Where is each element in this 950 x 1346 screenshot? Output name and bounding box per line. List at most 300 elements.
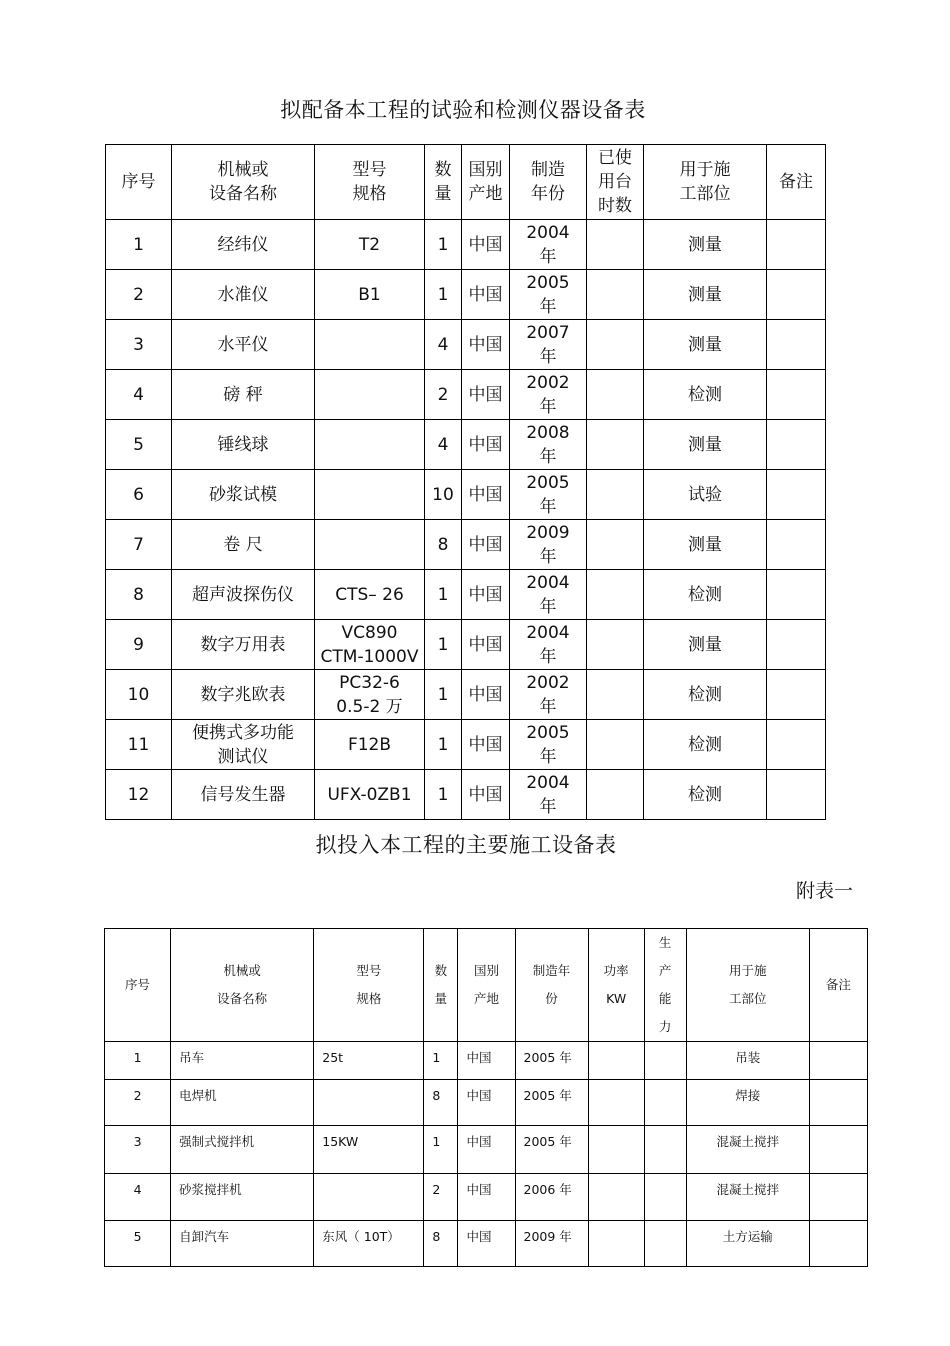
cell-text: 测量 [688, 284, 722, 305]
cell-text: 2005 [526, 472, 570, 493]
table-cell [510, 720, 587, 770]
table-row [105, 1042, 868, 1080]
table-cell: 强制式搅拌机 [171, 1126, 314, 1174]
cell-text: 8 [133, 584, 144, 605]
cell-text: 1 [437, 734, 449, 755]
table-row [106, 670, 826, 720]
table-header-row [106, 145, 826, 220]
header-text: 序号 [121, 172, 156, 192]
column-header [510, 145, 587, 220]
table-cell: 15KW [314, 1126, 424, 1174]
table-cell [587, 270, 644, 320]
cell-text: 中国 [468, 584, 503, 605]
cell-text: 3 [133, 334, 144, 355]
cell-text: 锤线球 [217, 434, 269, 455]
table-cell [510, 320, 587, 370]
table-cell [809, 1174, 867, 1221]
header-text: 年份 [531, 184, 565, 204]
table-cell [425, 270, 462, 320]
cell-text: VC890 [341, 622, 398, 643]
header-text: 型号 [352, 160, 387, 180]
table-row [106, 220, 826, 270]
cell-text: 测量 [688, 434, 722, 455]
header-text: 规格 [352, 184, 387, 204]
table-cell [644, 470, 767, 520]
cell-text: 年 [539, 396, 557, 417]
cell-text: 年 [539, 796, 557, 817]
header-text: 量 [434, 991, 448, 1006]
table-cell [588, 1174, 644, 1221]
header-text: 备注 [825, 977, 851, 992]
cell-text: 10 [127, 684, 150, 705]
cell-text: 砂浆试模 [209, 484, 277, 505]
cell-text: 2 [437, 384, 449, 405]
table-cell [425, 520, 462, 570]
column-header [315, 145, 425, 220]
table-cell: 土方运输 [686, 1221, 809, 1267]
table-cell [106, 770, 172, 820]
table-cell: 1 [424, 1042, 458, 1080]
cell-text: 经纬仪 [217, 234, 269, 255]
table-cell [462, 270, 510, 320]
cell-text: 年 [539, 296, 557, 317]
table-cell [588, 1126, 644, 1174]
table-cell [510, 620, 587, 670]
cell-text: CTM-1000V [320, 646, 419, 667]
table-cell [767, 770, 826, 820]
construction-equipment-table [104, 928, 868, 1267]
table-cell: 1 [105, 1042, 171, 1080]
table-cell [587, 620, 644, 670]
cell-text: 中国 [468, 634, 503, 655]
table-cell: 25t [314, 1042, 424, 1080]
table-cell [587, 720, 644, 770]
cell-text: 2002 [526, 672, 570, 693]
table-row [106, 420, 826, 470]
cell-text: 0.5-2 万 [336, 696, 403, 717]
table-cell: 2 [105, 1080, 171, 1126]
title-test-equipment-table: 拟配备本工程的试验和检测仪器设备表 [280, 98, 646, 122]
cell-text: 便携式多功能 [192, 722, 294, 743]
header-text: 已使 [598, 148, 632, 168]
table-cell [106, 220, 172, 270]
table-cell [172, 670, 315, 720]
table-row [106, 620, 826, 670]
table-cell [315, 420, 425, 470]
table-cell [767, 670, 826, 720]
cell-text: 水平仪 [217, 334, 269, 355]
cell-text: 1 [437, 634, 449, 655]
cell-text: CTS– 26 [335, 584, 404, 605]
table-cell [315, 770, 425, 820]
cell-text: 中国 [468, 434, 503, 455]
table-cell: 2009 年 [515, 1221, 588, 1267]
cell-text: 9 [133, 634, 144, 655]
table-cell: 东风（ 10T） [314, 1221, 424, 1267]
table-cell [315, 370, 425, 420]
table-cell [510, 420, 587, 470]
table-cell [106, 470, 172, 520]
table-cell [425, 470, 462, 520]
table-cell: 3 [105, 1126, 171, 1174]
table-cell [106, 670, 172, 720]
table-cell [172, 770, 315, 820]
header-text: 型号 [356, 963, 382, 978]
header-text: 工部位 [729, 991, 767, 1006]
cell-text: 2008 [526, 422, 570, 443]
table-cell [510, 770, 587, 820]
header-text: 设备名称 [209, 184, 277, 204]
table-cell [587, 220, 644, 270]
table-cell [315, 720, 425, 770]
header-text: KW [606, 991, 627, 1006]
cell-text: 检测 [688, 684, 722, 705]
table-cell [106, 320, 172, 370]
table-cell: 8 [424, 1221, 458, 1267]
table-cell [644, 1126, 686, 1174]
table-cell [172, 420, 315, 470]
table-cell: 中国 [458, 1080, 515, 1126]
table-row [106, 570, 826, 620]
test-equipment-table [105, 144, 826, 820]
cell-text: 12 [127, 784, 150, 805]
table-cell [510, 670, 587, 720]
table-row [106, 370, 826, 420]
appendix-label: 附表一 [796, 880, 854, 902]
header-text: 力 [658, 1019, 672, 1034]
table-cell [106, 620, 172, 670]
column-header [588, 929, 644, 1042]
cell-text: 11 [127, 734, 150, 755]
column-header [105, 929, 171, 1042]
cell-text: 超声波探伤仪 [192, 584, 294, 605]
table-cell [106, 370, 172, 420]
table-cell: 2005 年 [515, 1042, 588, 1080]
cell-text: 检测 [688, 734, 722, 755]
header-text: 用于施 [679, 160, 731, 180]
table-cell [767, 370, 826, 420]
header-text: 制造年 [532, 963, 571, 978]
table-row [106, 770, 826, 820]
table-cell [314, 1174, 424, 1221]
table-cell [462, 470, 510, 520]
cell-text: 测量 [688, 234, 722, 255]
table-cell [462, 620, 510, 670]
table-cell: 吊车 [171, 1042, 314, 1080]
cell-text: 年 [539, 346, 557, 367]
cell-text: 年 [539, 746, 557, 767]
table-cell [644, 770, 767, 820]
table-cell [172, 320, 315, 370]
table-cell [315, 220, 425, 270]
cell-text: 卷 尺 [223, 534, 263, 555]
cell-text: 4 [437, 334, 449, 355]
header-text: 量 [434, 184, 452, 204]
cell-text: 磅 秤 [223, 384, 263, 405]
table-cell [425, 720, 462, 770]
table-cell: 5 [105, 1221, 171, 1267]
header-text: 生 [658, 935, 672, 950]
cell-text: 4 [133, 384, 144, 405]
cell-text: 2004 [526, 572, 570, 593]
cell-text: 检测 [688, 784, 722, 805]
table-cell [315, 670, 425, 720]
table-cell [767, 270, 826, 320]
column-header [425, 145, 462, 220]
table-cell [587, 420, 644, 470]
table-cell [587, 320, 644, 370]
table-cell [106, 570, 172, 620]
table-cell [588, 1042, 644, 1080]
cell-text: F12B [347, 734, 392, 755]
table-cell [767, 420, 826, 470]
cell-text: 测量 [688, 334, 722, 355]
header-text: 份 [545, 991, 558, 1006]
cell-text: 年 [539, 596, 557, 617]
cell-text: 中国 [468, 334, 503, 355]
header-text: 规格 [356, 991, 382, 1006]
table-cell [644, 1080, 686, 1126]
table-cell: 混凝土搅拌 [686, 1174, 809, 1221]
cell-text: 数字兆欧表 [200, 684, 286, 705]
cell-text: 2005 [526, 722, 570, 743]
table-cell [644, 720, 767, 770]
table-row [106, 520, 826, 570]
cell-text: UFX-0ZB1 [327, 784, 412, 805]
table-cell: 中国 [458, 1221, 515, 1267]
table-cell [644, 1042, 686, 1080]
cell-text: 2007 [526, 322, 570, 343]
table-cell: 4 [105, 1174, 171, 1221]
table-cell [644, 570, 767, 620]
cell-text: 1 [437, 684, 449, 705]
table-cell [644, 420, 767, 470]
table-row [106, 320, 826, 370]
header-text: 能 [658, 991, 672, 1006]
table-cell [644, 1221, 686, 1267]
table-cell [462, 520, 510, 570]
table-row [105, 1174, 868, 1221]
column-header [587, 145, 644, 220]
table-cell: 砂浆搅拌机 [171, 1174, 314, 1221]
column-header [462, 145, 510, 220]
table-cell [510, 520, 587, 570]
header-text: 产地 [468, 184, 503, 204]
table-cell: 中国 [458, 1126, 515, 1174]
table-cell [644, 520, 767, 570]
cell-text: 5 [133, 434, 144, 455]
cell-text: 年 [539, 446, 557, 467]
table-cell [315, 520, 425, 570]
cell-text: B1 [358, 284, 381, 305]
header-text: 国别 [473, 963, 499, 978]
cell-text: 测量 [688, 634, 722, 655]
table-cell [767, 320, 826, 370]
header-text: 序号 [125, 977, 151, 992]
cell-text: 信号发生器 [200, 784, 286, 805]
table-cell [587, 570, 644, 620]
cell-text: 10 [432, 484, 454, 505]
table-cell [809, 1042, 867, 1080]
table-cell [425, 770, 462, 820]
cell-text: 中国 [468, 484, 503, 505]
table-cell [644, 370, 767, 420]
table-cell [462, 220, 510, 270]
table-row [105, 1221, 868, 1267]
table-row [106, 470, 826, 520]
table-cell [644, 320, 767, 370]
cell-text: 测试仪 [217, 746, 269, 767]
table-row [106, 720, 826, 770]
table-cell [462, 370, 510, 420]
table-cell [767, 720, 826, 770]
title-construction-equipment-table: 拟投入本工程的主要施工设备表 [315, 833, 617, 857]
table-cell [315, 270, 425, 320]
table-cell [425, 320, 462, 370]
table-row [105, 1080, 868, 1126]
cell-text: 中国 [468, 684, 503, 705]
table-cell [587, 370, 644, 420]
header-text: 机械或 [217, 160, 269, 180]
header-text: 机械或 [223, 963, 261, 978]
table-cell [172, 720, 315, 770]
table-cell [314, 1080, 424, 1126]
table-cell: 中国 [458, 1042, 515, 1080]
header-text: 备注 [779, 172, 813, 192]
table-cell [462, 770, 510, 820]
table-cell [172, 220, 315, 270]
table-cell: 吊装 [686, 1042, 809, 1080]
column-header [515, 929, 588, 1042]
table-cell [172, 520, 315, 570]
cell-text: 年 [539, 246, 557, 267]
table-cell: 2005 年 [515, 1080, 588, 1126]
cell-text: 6 [133, 484, 144, 505]
table-cell [510, 470, 587, 520]
table-cell [809, 1221, 867, 1267]
table-cell [462, 570, 510, 620]
cell-text: 1 [437, 284, 449, 305]
header-text: 用于施 [729, 963, 767, 978]
header-text: 功率 [603, 963, 629, 978]
cell-text: 4 [437, 434, 449, 455]
table-cell [315, 570, 425, 620]
table-cell [644, 670, 767, 720]
header-text: 数 [434, 963, 448, 978]
header-text: 工部位 [679, 184, 731, 204]
table-cell [809, 1080, 867, 1126]
cell-text: T2 [358, 234, 381, 255]
cell-text: 2 [133, 284, 144, 305]
cell-text: 年 [539, 546, 557, 567]
table-cell [587, 470, 644, 520]
table-cell: 2006 年 [515, 1174, 588, 1221]
table-cell: 中国 [458, 1174, 515, 1221]
table-cell [106, 420, 172, 470]
table-cell [172, 370, 315, 420]
cell-text: 检测 [688, 584, 722, 605]
column-header [644, 929, 686, 1042]
table-cell [644, 220, 767, 270]
cell-text: 数字万用表 [200, 634, 286, 655]
cell-text: 2004 [526, 222, 570, 243]
table-cell [510, 370, 587, 420]
header-text: 时数 [598, 196, 632, 216]
column-header [424, 929, 458, 1042]
table-cell: 混凝土搅拌 [686, 1126, 809, 1174]
header-text: 用台 [598, 172, 632, 192]
table-cell [425, 670, 462, 720]
column-header [314, 929, 424, 1042]
cell-text: PC32-6 [339, 672, 400, 693]
table-cell: 2 [424, 1174, 458, 1221]
table-header-row [105, 929, 868, 1042]
column-header [458, 929, 515, 1042]
cell-text: 2005 [526, 272, 570, 293]
table-cell [425, 220, 462, 270]
table-cell [588, 1221, 644, 1267]
header-text: 产 [658, 963, 672, 978]
column-header [644, 145, 767, 220]
cell-text: 检测 [688, 384, 722, 405]
cell-text: 水准仪 [217, 284, 269, 305]
cell-text: 1 [437, 584, 449, 605]
table-cell: 焊接 [686, 1080, 809, 1126]
column-header [809, 929, 867, 1042]
cell-text: 测量 [688, 534, 722, 555]
table-cell: 自卸汽车 [171, 1221, 314, 1267]
table-cell [462, 420, 510, 470]
cell-text: 8 [437, 534, 449, 555]
table-cell [106, 720, 172, 770]
table-cell [767, 620, 826, 670]
cell-text: 1 [437, 234, 449, 255]
table-cell: 电焊机 [171, 1080, 314, 1126]
cell-text: 7 [133, 534, 144, 555]
column-header [767, 145, 826, 220]
cell-text: 1 [133, 234, 144, 255]
table-cell [106, 270, 172, 320]
table-cell: 1 [424, 1126, 458, 1174]
column-header [171, 929, 314, 1042]
table-cell [587, 520, 644, 570]
table-cell [510, 220, 587, 270]
cell-text: 中国 [468, 534, 503, 555]
table-cell [588, 1080, 644, 1126]
table-cell [315, 320, 425, 370]
column-header [106, 145, 172, 220]
cell-text: 试验 [688, 484, 722, 505]
cell-text: 中国 [468, 284, 503, 305]
cell-text: 年 [539, 696, 557, 717]
table-row [106, 270, 826, 320]
table-cell [767, 220, 826, 270]
table-cell [425, 620, 462, 670]
table-cell [462, 670, 510, 720]
table-row [105, 1126, 868, 1174]
header-text: 制造 [531, 160, 565, 180]
table-cell [767, 470, 826, 520]
table-cell [767, 520, 826, 570]
table-cell [106, 520, 172, 570]
table-cell [644, 620, 767, 670]
cell-text: 年 [539, 496, 557, 517]
table-cell [644, 270, 767, 320]
column-header [172, 145, 315, 220]
table-cell: 8 [424, 1080, 458, 1126]
cell-text: 中国 [468, 234, 503, 255]
table-cell [510, 570, 587, 620]
